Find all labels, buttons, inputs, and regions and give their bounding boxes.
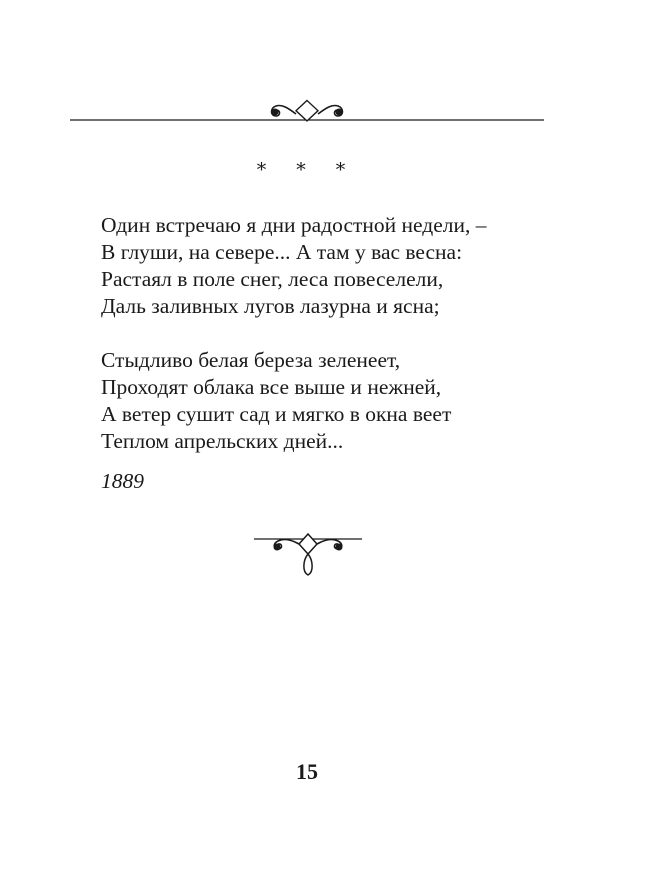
flourish-tailpiece-icon [254, 528, 362, 578]
page-number: 15 [296, 759, 318, 784]
poem-line: Стыдливо белая береза зеленеет, [101, 348, 401, 372]
poem-body [101, 212, 571, 482]
stanza-2 [101, 347, 571, 455]
poem-line: Один встречаю я дни радостной недели, – [101, 213, 487, 237]
flourish-divider-icon [70, 98, 544, 128]
poem-line: Растаял в поле снег, леса повеселели, [101, 267, 444, 291]
poem-date: 1889 [101, 469, 144, 493]
poem-line: В глуши, на севере... А там у вас весна: [101, 240, 463, 264]
poem-line: Даль заливных лугов лазурна и ясна; [101, 294, 440, 318]
poem-line: Теплом апрельских дней... [101, 429, 344, 453]
stanza-1 [101, 212, 571, 320]
section-separator: * * * [256, 159, 358, 181]
poem-line: Проходят облака все выше и нежней, [101, 375, 442, 399]
poem-line: А ветер сушит сад и мягко в окна веет [101, 402, 452, 426]
